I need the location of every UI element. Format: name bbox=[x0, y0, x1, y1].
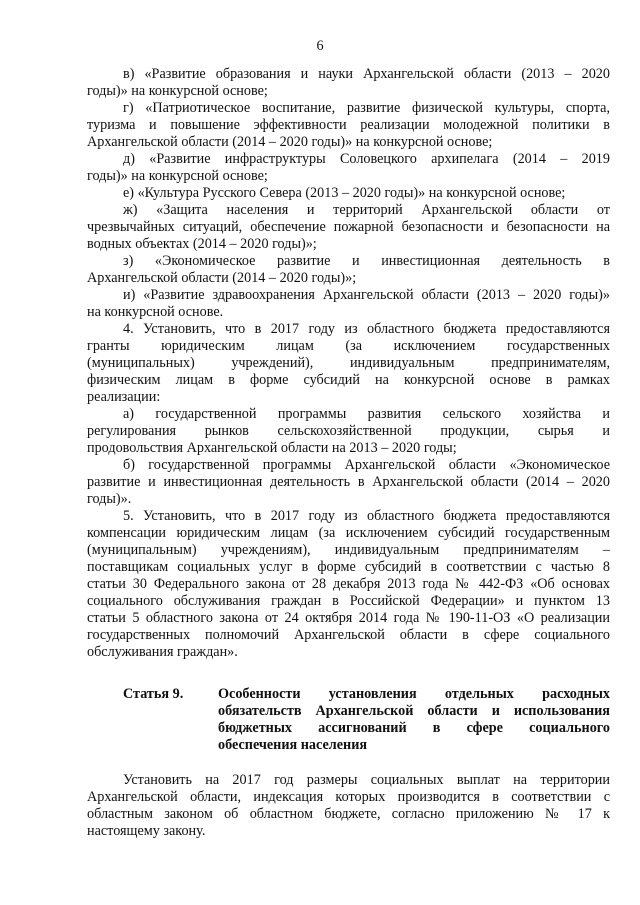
text-line: Архангельской области (2014 – 2020 годы)»; bbox=[87, 270, 357, 286]
text-line: статьи 5 областного закона от 24 октября 2014 года № 190-11-ОЗ «О реализации bbox=[87, 610, 610, 626]
text-line: годы)». bbox=[87, 491, 132, 507]
text-line: годы)» на конкурсной основе; bbox=[87, 168, 268, 184]
text-line: и) «Развитие здравоохранения Архангельской области (2013 – 2020 годы)» bbox=[123, 287, 610, 303]
text-line: туризма и повышение эффективности реализации молодежной политики в bbox=[87, 117, 610, 133]
text-line: з) «Экономическое развитие и инвестиционная деятельность в bbox=[123, 253, 610, 269]
text-line: (муниципальным) учреждениям), индивидуальным предпринимателям – bbox=[87, 542, 610, 558]
text-line: настоящему закону. bbox=[87, 823, 206, 839]
page-number: 6 bbox=[316, 38, 324, 54]
text-line: годы)» на конкурсной основе; bbox=[87, 83, 268, 99]
text-line: а) государственной программы развития сельского хозяйства и bbox=[123, 406, 610, 422]
text-line: Архангельской области (2014 – 2020 годы)» на конкурсной основе; bbox=[87, 134, 493, 150]
text-line: 4. Установить, что в 2017 году из областного бюджета предоставляются bbox=[123, 321, 610, 337]
text-line: социального обслуживания граждан в Российской Федерации» и пунктом 13 bbox=[87, 593, 610, 609]
text-line: компенсации юридическим лицам (за исключением субсидий государственным bbox=[87, 525, 610, 541]
text-line: в) «Развитие образования и науки Архангельской области (2013 – 2020 bbox=[123, 66, 610, 82]
text-line: г) «Патриотическое воспитание, развитие физической культуры, спорта, bbox=[123, 100, 610, 116]
text-line: на конкурсной основе. bbox=[87, 304, 224, 320]
text-line: д) «Развитие инфраструктуры Соловецкого архипелага (2014 – 2019 bbox=[123, 151, 610, 167]
text-line: е) «Культура Русского Севера (2013 – 2020 годы)» на конкурсной основе; bbox=[123, 185, 566, 201]
text-line: государственных полномочий Архангельской области в сфере социального bbox=[87, 627, 610, 643]
text-line: реализации: bbox=[87, 389, 161, 405]
text-line: поставщикам социальных услуг в форме субсидий в соответствии с частью 8 bbox=[87, 559, 610, 575]
article-title-line: обеспечения населения bbox=[218, 737, 368, 753]
text-line: регулирования рынков сельскохозяйственной продукции, сырья и bbox=[87, 423, 610, 439]
text-line: Архангельской области, индексация которых производится в соответствии с bbox=[87, 789, 610, 805]
article-title-line: Особенности установления отдельных расходных bbox=[218, 686, 610, 702]
article-label: Статья 9. bbox=[123, 686, 184, 702]
text-line: статьи 30 Федерального закона от 28 декабря 2013 года № 442-ФЗ «Об основах bbox=[87, 576, 610, 592]
text-line: продовольствия Архангельской области на 2013 – 2020 годы; bbox=[87, 440, 457, 456]
text-line: ж) «Защита населения и территорий Архангельской области от bbox=[123, 202, 610, 218]
text-line: гранты юридическим лицам (за исключением государственных bbox=[87, 338, 610, 354]
article-title-line: бюджетных ассигнований в сфере социального bbox=[218, 720, 610, 736]
text-line: 5. Установить, что в 2017 году из областного бюджета предоставляются bbox=[123, 508, 610, 524]
text-line: (муниципальных) учреждений), индивидуальным предпринимателям, bbox=[87, 355, 610, 371]
text-line: областным законом об областном бюджете, согласно приложению № 17 к bbox=[87, 806, 610, 822]
text-line: Установить на 2017 год размеры социальных выплат на территории bbox=[123, 772, 610, 788]
text-line: развитие и инвестиционная деятельность в Архангельской области (2014 – 2020 bbox=[87, 474, 610, 490]
text-line: физическим лицам в форме субсидий на конкурсной основе в рамках bbox=[87, 372, 610, 388]
article-title-line: обязательств Архангельской области и использования bbox=[218, 703, 610, 719]
text-line: б) государственной программы Архангельской области «Экономическое bbox=[123, 457, 610, 473]
text-line: обслуживания граждан». bbox=[87, 644, 238, 660]
text-line: водных объектах (2014 – 2020 годы)»; bbox=[87, 236, 317, 252]
text-line: чрезвычайных ситуаций, обеспечение пожарной безопасности и безопасности на bbox=[87, 219, 610, 235]
